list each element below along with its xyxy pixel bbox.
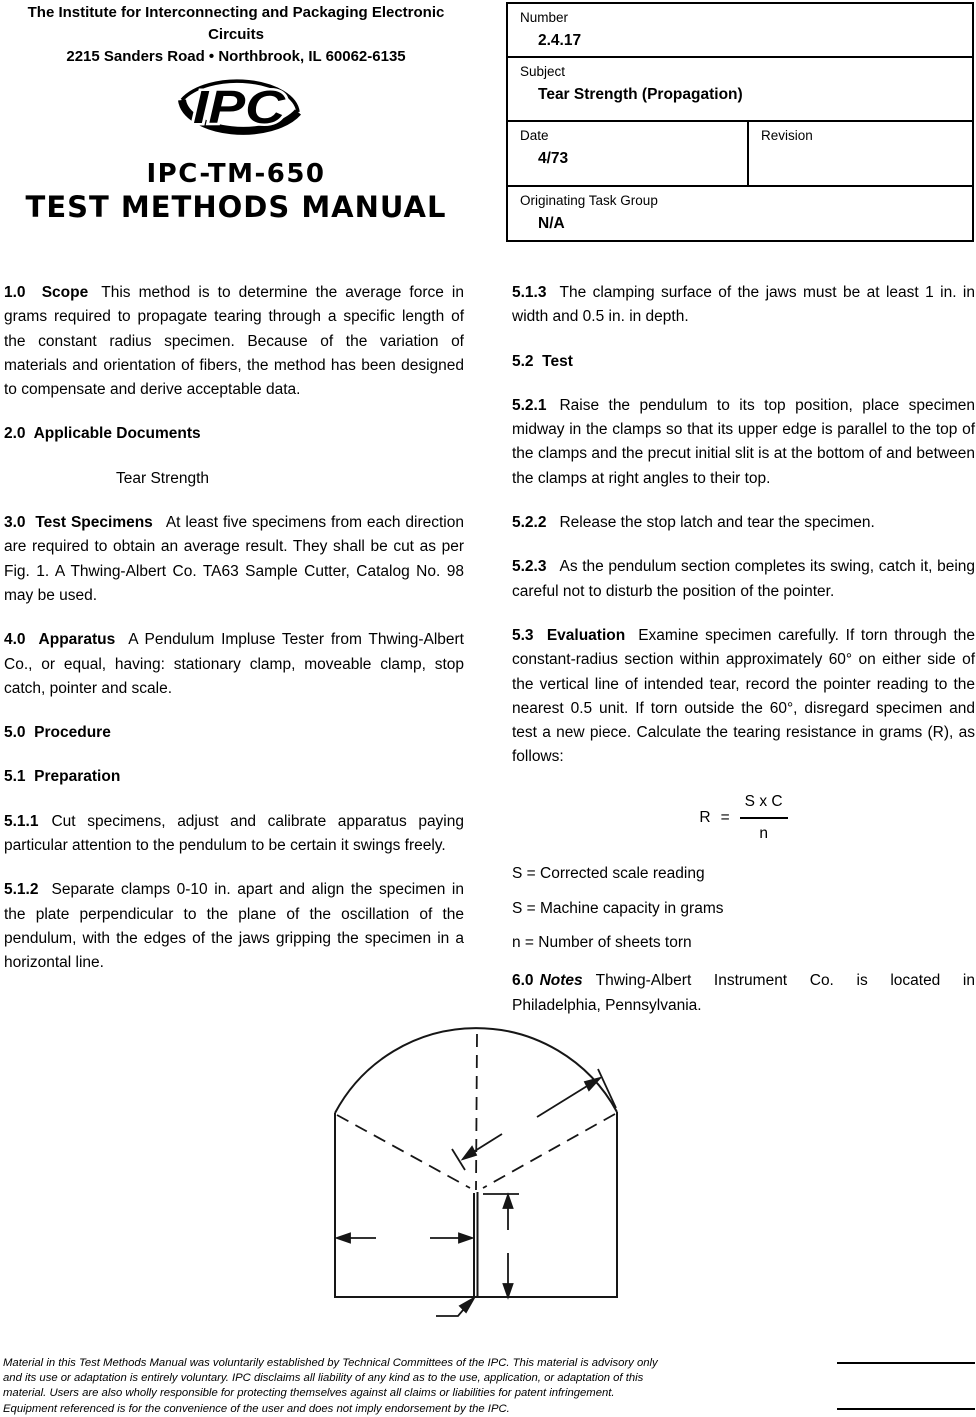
subject-label: Subject bbox=[520, 64, 566, 79]
width-arrowhead-left bbox=[337, 1234, 350, 1243]
section-heading: 5.2.3 bbox=[512, 558, 547, 576]
section-5-2-heading bbox=[512, 350, 975, 374]
number-value: 2.4.17 bbox=[538, 32, 582, 49]
section-heading: 6.0 bbox=[512, 972, 534, 990]
section-body: Thwing-Albert Instrument Co. is located in Philadelphia, Pennsylvania. bbox=[512, 972, 975, 1014]
section-5-1-2 bbox=[4, 878, 464, 975]
disclaimer-line: Equipment referenced is for the convenience of the user and does not imply endorsement by the IPC. bbox=[3, 1402, 510, 1415]
section-body: Release the stop latch and tear the specimen. bbox=[559, 514, 875, 532]
section-6-0-notes bbox=[512, 969, 975, 1018]
revision-label: Revision bbox=[761, 128, 813, 143]
info-row-task-group bbox=[508, 185, 972, 240]
section-5-3-evaluation bbox=[512, 624, 975, 770]
right-radius-dashed-line bbox=[483, 1114, 615, 1188]
section-2-0-heading bbox=[4, 422, 464, 446]
date-label: Date bbox=[520, 128, 549, 143]
section-heading: 5.0 Procedure bbox=[4, 724, 111, 742]
section-body: At least five specimens from each direction are required to obtain an average result. They shall be cut as per Fig. 1. A Thwing-Albert Co. TA63 Sample Cutter, Catalog No. 98 may be used. bbox=[4, 514, 464, 604]
section-5-2-2 bbox=[512, 511, 975, 535]
info-row-subject bbox=[508, 56, 972, 120]
org-name: The Institute for Interconnecting and Packaging Electronic Circuits bbox=[27, 4, 445, 43]
number-label: Number bbox=[520, 10, 569, 25]
section-5-2-1 bbox=[512, 394, 975, 491]
right-column bbox=[512, 281, 975, 1038]
section-heading: 2.0 Applicable Documents bbox=[4, 425, 201, 443]
date-cell bbox=[508, 122, 747, 185]
formula-lhs: R bbox=[699, 808, 711, 826]
formula-tearing-resistance bbox=[512, 790, 975, 847]
center-dashed-line bbox=[476, 1034, 477, 1190]
logo-text: IPC bbox=[193, 81, 286, 133]
section-heading: 5.1.3 bbox=[512, 284, 547, 301]
task-group-value: N/A bbox=[538, 215, 565, 232]
disclaimer bbox=[3, 1356, 723, 1417]
section-4-0-apparatus bbox=[4, 628, 464, 701]
info-table bbox=[506, 2, 974, 242]
disclaimer-line: Material in this Test Methods Manual was voluntarily established by Technical Committees of the IPC. This material is advisory only bbox=[3, 1357, 658, 1369]
ipc-logo bbox=[176, 70, 304, 146]
left-radius-dashed-line bbox=[337, 1115, 470, 1188]
section-heading: 3.0 Test Specimens bbox=[4, 514, 153, 532]
subject-value: Tear Strength (Propagation) bbox=[538, 86, 743, 103]
left-column bbox=[4, 281, 464, 996]
section-3-0-test-specimens bbox=[4, 511, 464, 608]
section-body: Raise the pendulum to its top position, place specimen midway in the clamps so that its upper edge is parallel to the top of the clamps and the precut initial slit is at the bottom of and between the clamps at right angles to their top. bbox=[512, 396, 975, 487]
formula-denominator: n bbox=[759, 825, 768, 843]
date-value: 4/73 bbox=[538, 150, 569, 167]
formula-definition: S = Machine capacity in grams bbox=[512, 899, 724, 917]
formula-definition: n = Number of sheets torn bbox=[512, 933, 692, 951]
section-heading: 1.0 Scope bbox=[4, 284, 89, 301]
revision-cell bbox=[747, 122, 972, 185]
formula-definition: S = Corrected scale reading bbox=[512, 865, 705, 883]
section-heading: 5.2 Test bbox=[512, 352, 573, 370]
section-heading: 5.1.1 bbox=[4, 812, 39, 830]
apex-arrowhead bbox=[463, 1147, 476, 1159]
formula-numerator: S x C bbox=[740, 790, 788, 819]
slit-dim-up-arrowhead bbox=[504, 1195, 513, 1208]
section-heading: 5.1.2 bbox=[4, 881, 39, 899]
section-5-1-1 bbox=[4, 810, 464, 859]
section-body: As the pendulum section completes its swing, catch it, being careful not to disturb the position of the pointer. bbox=[512, 558, 975, 600]
task-group-label: Originating Task Group bbox=[520, 193, 658, 208]
section-heading: 5.3 Evaluation bbox=[512, 626, 626, 644]
section-heading: 5.2.1 bbox=[512, 396, 547, 414]
radius-arrow-shaft bbox=[537, 1083, 592, 1117]
org-header bbox=[0, 2, 472, 68]
section-heading: 4.0 Apparatus bbox=[4, 631, 116, 649]
section-body: Cut specimens, adjust and calibrate apparatus paying particular attention to the pendulum to be certain it swings freely. bbox=[4, 812, 464, 855]
section-5-1-3 bbox=[512, 281, 975, 330]
org-address: 2215 Sanders Road • Northbrook, IL 60062-6135 bbox=[66, 48, 406, 65]
manual-title bbox=[0, 158, 472, 224]
section-body: A Pendulum Impluse Tester from Thwing-Albert Co., or equal, having: stationary clamp, moveable clamp, stop catch, pointer and scale. bbox=[4, 631, 464, 697]
disclaimer-line: material. Users are also wholly responsible for protecting themselves against all claims or liabilities for patent infringement. bbox=[3, 1387, 615, 1400]
section-body: Separate clamps 0-10 in. apart and align the specimen in the plate perpendicular to the plane of the oscillation of the pendulum, with the edges of the jaws gripping the specimen in a horizontal line. bbox=[4, 881, 464, 972]
manual-title-line2: TEST METHODS MANUAL bbox=[25, 190, 447, 224]
signature-rule-bottom bbox=[837, 1408, 975, 1410]
width-arrowhead-right bbox=[459, 1234, 472, 1243]
section-1-0-scope bbox=[4, 281, 464, 402]
section-heading: 5.2.2 bbox=[512, 514, 547, 532]
section-body: The clamping surface of the jaws must be at least 1 in. in width and 0.5 in. in depth. bbox=[512, 284, 975, 326]
section-5-2-3 bbox=[512, 555, 975, 604]
section-5-1-heading bbox=[4, 765, 464, 789]
section-body: Examine specimen carefully. If torn through the constant-radius section within approximately 60° on either side of the vertical line of intended tear, record the pointer reading to the nearest 0.5 unit. If torn outside the 60°, disregard specimen and test a new piece. Calculate the tearing resistance in grams (R), as follows: bbox=[512, 626, 975, 766]
slit-dim-down-arrowhead bbox=[504, 1284, 513, 1297]
section-body: This method is to determine the average force in grams required to propagate tearing through a specific length of the constant radius specimen. Because of the variation of materials and orientation of fibers, the method has been designed to compensate and derive acceptable data. bbox=[4, 284, 464, 399]
disclaimer-line: and its use or adaptation is entirely voluntary. IPC disclaims all liability of any kind as to the use, application, or adaptation of this bbox=[3, 1372, 644, 1385]
signature-rule-top bbox=[837, 1362, 975, 1364]
formula-equals: = bbox=[720, 808, 730, 826]
section-heading: 5.1 Preparation bbox=[4, 768, 121, 786]
specimen-figure bbox=[300, 1020, 660, 1330]
info-row-number bbox=[508, 4, 972, 56]
formula-fraction bbox=[740, 790, 788, 847]
section-heading-italic: Notes bbox=[539, 972, 583, 990]
section-5-0-heading bbox=[4, 721, 464, 745]
manual-title-line1: IPC-TM-650 bbox=[146, 159, 326, 189]
info-row-date-revision bbox=[508, 120, 972, 185]
applicable-document: Tear Strength bbox=[116, 469, 210, 487]
